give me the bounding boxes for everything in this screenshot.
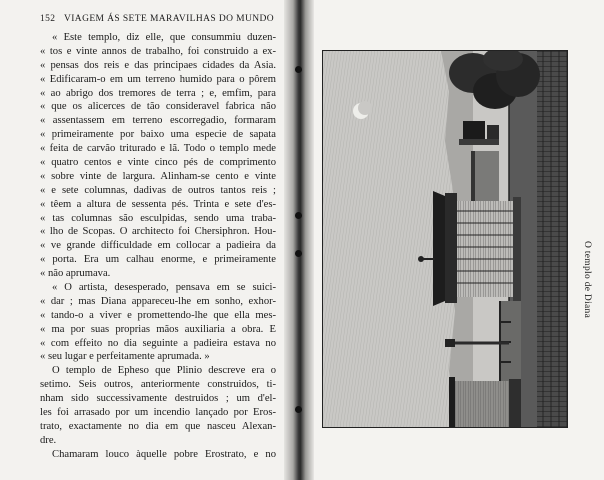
text-line: dre. [40, 434, 57, 446]
text-line: « com effeito no dia seguinte a padieira estava no [40, 337, 276, 349]
binding-hole [295, 66, 302, 73]
page-number: 152 [40, 14, 56, 24]
text-line: Chamaram louco àquelle pobre Erostrato, e no [52, 448, 276, 460]
running-head-title: VIAGEM ÁS SETE MARAVILHAS DO MUNDO [63, 14, 275, 24]
text-line: « Edificaram-o em um terreno humido para o pôrem [40, 73, 276, 85]
illustration-caption: O templo de Diana [582, 241, 592, 319]
text-line: « assentassem em terreno escorregadio, formaram [40, 115, 276, 127]
text-line: « tas columnas são esculpidas, sendo uma traba- [40, 212, 276, 224]
text-line: nham sido successivamente destruidos ; um d'el- [40, 393, 276, 405]
right-page [314, 0, 604, 480]
text-line: « quatro centos e vinte cinco pés de comprimento [40, 157, 276, 169]
text-line: « pensas dos reis e das principaes cidades da Asia. [40, 59, 276, 71]
text-line: « seu lugar e perfeitamente aprumada. » [40, 351, 210, 363]
temple-of-diana-engraving [322, 50, 568, 428]
text-line: « ma por suas proprias mãos auxiliaria a obra. E [40, 323, 276, 335]
text-line: « lho de Scopas. O architecto foi Chersiphron. Hou- [40, 226, 276, 238]
binding-hole [295, 406, 302, 413]
text-line: « não aprumava. [40, 268, 111, 280]
binding-hole [295, 250, 302, 257]
text-line: « sobre vinte de largura. Alinham-se cento e vinte [40, 170, 276, 182]
text-line: O templo de Epheso que Plinio descreve era o [52, 365, 276, 377]
text-line: « O artista, desesperado, pensava em se suici- [52, 282, 276, 294]
text-line: « primeiramente por baixo uma especie de sapata [40, 129, 276, 141]
text-line: « porta. Era um calhau enorme, e primeiramente [40, 254, 276, 266]
text-line: setimo. Seis outros, anteriormente construidos, ti- [40, 379, 276, 391]
text-line: trato, exactamente no dia em que nasceu Alexan- [40, 420, 276, 432]
text-line: les foi arrasado por um incendio lançado por Eros- [40, 407, 276, 419]
text-line: « ve grande difficuldade em collocar a padieira da [40, 240, 276, 252]
text-line: « Este templo, diz elle, que consummiu duzen- [52, 32, 276, 43]
text-line: « ao abrigo dos tremores de terra ; e, emfim, para [40, 87, 276, 99]
text-line: « dar ; mas Diana appareceu-lhe em sonho, exhor- [40, 295, 276, 307]
text-line: « feita de carvão triturado e lã. Todo o templo mede [40, 143, 276, 155]
binding-hole [295, 212, 302, 219]
body-text [40, 31, 276, 462]
running-head [40, 12, 276, 28]
left-page [0, 0, 296, 480]
text-line: « têem a altura de sessenta pés. Trinta e sete d'es- [40, 198, 276, 210]
book-gutter [284, 0, 314, 480]
text-line: « tando-o a viver e promettendo-lhe que ella mes- [40, 309, 276, 321]
text-line: « e sete columnas, dadivas de outros tantos reis ; [40, 184, 276, 196]
text-line: « tos e vinte annos de trabalho, foi construido a ex- [40, 45, 276, 57]
text-line: « que os alicerces de tão consideravel fabrica não [40, 101, 276, 113]
